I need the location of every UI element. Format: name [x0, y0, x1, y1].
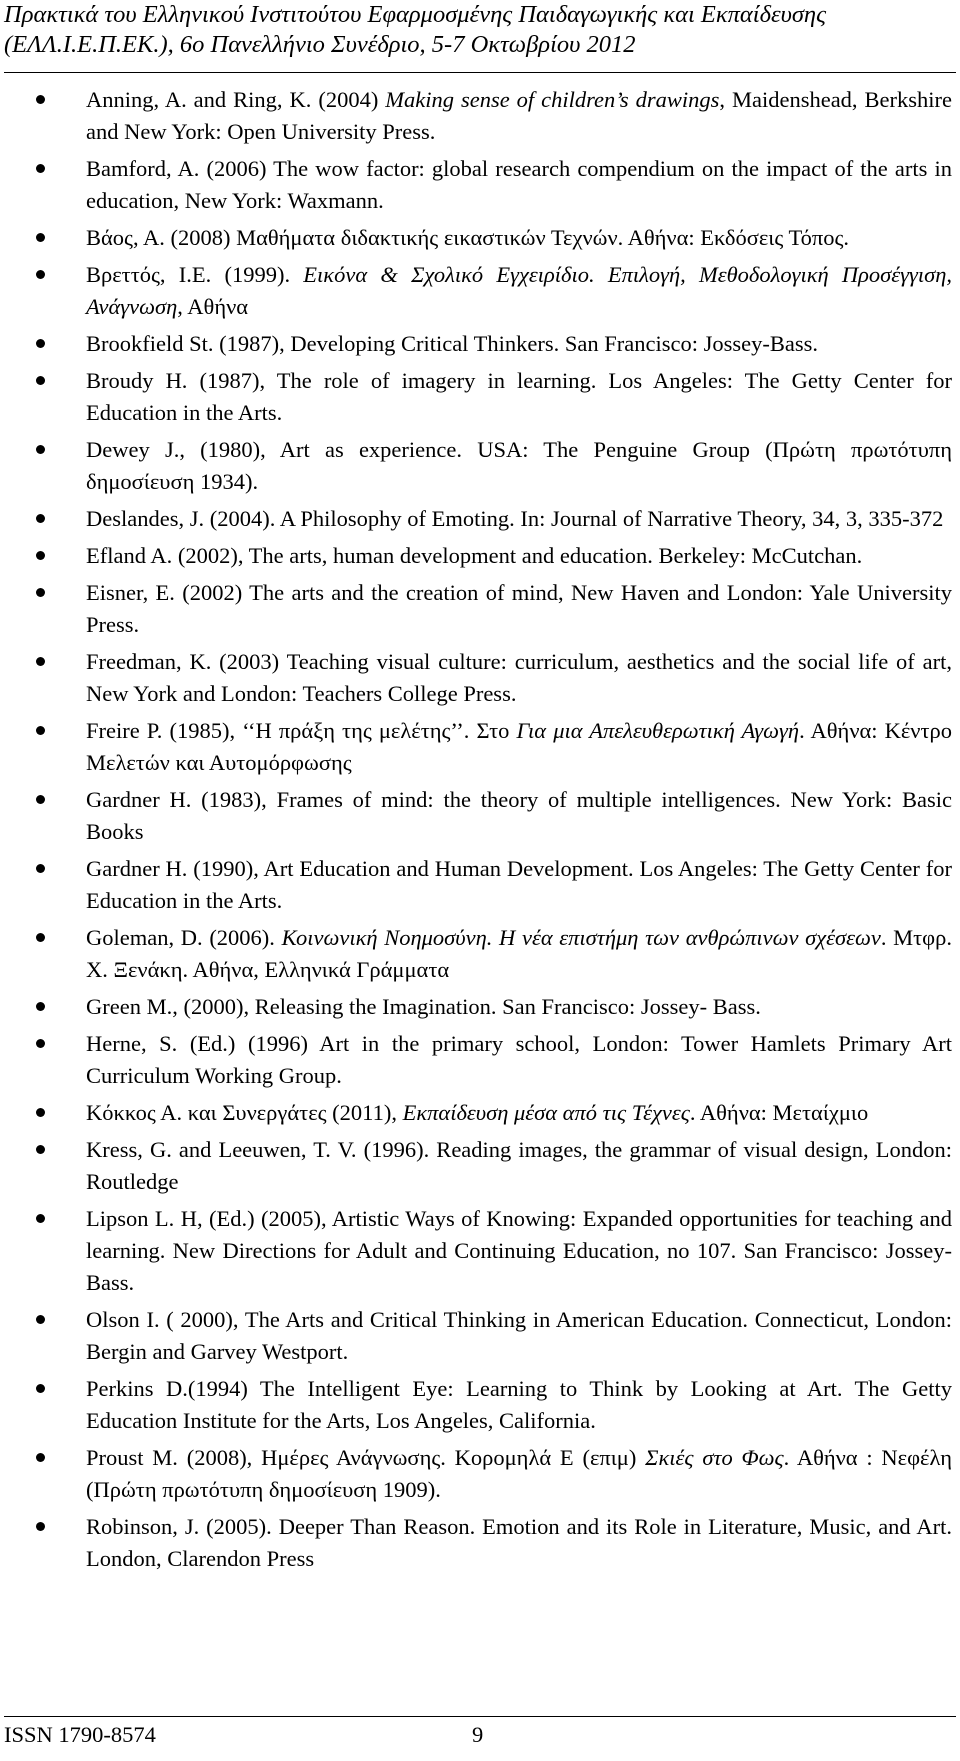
reference-text: Kress, G. and Leeuwen, T. V. (1996). Reading images, the grammar of visual design, London: Routledge — [86, 1137, 952, 1194]
reference-text: Eisner, E. (2002) The arts and the creation of mind, New Haven and London: Yale University Press. — [86, 580, 952, 637]
reference-text: Dewey J., (1980), Art as experience. USA: The Penguine Group (Πρώτη πρωτότυπη δημοσίευση 1934). — [86, 437, 952, 494]
reference-text: Gardner H. (1983), Frames of mind: the theory of multiple intelligences. New York: Basic Books — [86, 787, 952, 844]
bullet-icon — [36, 339, 45, 348]
reference-item — [0, 434, 960, 498]
reference-item — [0, 1028, 960, 1092]
reference-text: Lipson L. H, (Ed.) (2005), Artistic Ways of Knowing: Expanded opportunities for teaching and learning. New Directions for Adult and Continuing Education, no 107. San Francisco: Jossey-Bass. — [86, 1206, 952, 1295]
reference-list — [0, 84, 960, 1580]
bullet-icon — [36, 726, 45, 735]
bullet-icon — [36, 551, 45, 560]
bullet-icon — [36, 514, 45, 523]
reference-item — [0, 1511, 960, 1575]
reference-text: . Αθήνα: Κέντρο Μελετών και Αυτομόρφωσης — [86, 718, 952, 775]
reference-item — [0, 259, 960, 323]
reference-item — [0, 222, 960, 254]
reference-item — [0, 1373, 960, 1437]
bullet-icon — [36, 1108, 45, 1117]
reference-text: Broudy H. (1987), The role of imagery in learning. Los Angeles: The Getty Center for Education in the Arts. — [86, 368, 952, 425]
reference-text: Βρεττός, Ι.Ε. (1999). — [86, 262, 304, 287]
reference-item — [0, 1304, 960, 1368]
reference-text: Green M., (2000), Releasing the Imagination. San Francisco: Jossey- Bass. — [86, 994, 761, 1019]
bullet-icon — [36, 1522, 45, 1531]
footer-issn: ISSN 1790-8574 — [4, 1722, 156, 1747]
reference-title: Σκιές στο Φως — [645, 1445, 784, 1470]
reference-item — [0, 577, 960, 641]
reference-text: Proust M. (2008), Ημέρες Ανάγνωσης. Κορομηλά Ε (επιμ) — [86, 1445, 646, 1470]
reference-title: Κοινωνική Νοημοσύνη. Η νέα επιστήμη των ανθρώπινων σχέσεων — [281, 925, 881, 950]
reference-title: Για μια Απελευθερωτική Αγωγή — [516, 718, 800, 743]
bullet-icon — [36, 795, 45, 804]
reference-item — [0, 503, 960, 535]
bullet-icon — [36, 233, 45, 242]
reference-item — [0, 715, 960, 779]
reference-item — [0, 922, 960, 986]
reference-text: Robinson, J. (2005). Deeper Than Reason. Emotion and its Role in Literature, Music, and Art. London, Clarendon Press — [86, 1514, 952, 1571]
reference-item — [0, 1134, 960, 1198]
bullet-icon — [36, 1453, 45, 1462]
reference-item — [0, 328, 960, 360]
reference-item — [0, 1203, 960, 1299]
reference-text: Deslandes, J. (2004). A Philosophy of Emoting. In: Journal of Narrative Theory, 34, 3, 335-372 — [86, 506, 944, 531]
reference-text: Herne, S. (Ed.) (1996) Art in the primary school, London: Tower Hamlets Primary Art Curriculum Working Group. — [86, 1031, 952, 1088]
reference-item — [0, 646, 960, 710]
reference-item — [0, 540, 960, 572]
bullet-icon — [36, 95, 45, 104]
reference-text: Gardner H. (1990), Art Education and Human Development. Los Angeles: The Getty Center for Education in the Arts. — [86, 856, 952, 913]
reference-title: Εκπαίδευση μέσα από τις Τέχνες — [402, 1100, 690, 1125]
reference-text: Goleman, D. (2006). — [86, 925, 282, 950]
reference-item — [0, 84, 960, 148]
reference-item — [0, 784, 960, 848]
reference-text: Bamford, A. (2006) The wow factor: global research compendium on the impact of the arts in education, New York: Waxmann. — [86, 156, 952, 213]
bullet-icon — [36, 864, 45, 873]
reference-text: , Αθήνα — [177, 294, 249, 319]
reference-item — [0, 365, 960, 429]
reference-text: Κόκκος Α. και Συνεργάτες (2011), — [86, 1100, 403, 1125]
reference-text: Freedman, K. (2003) Teaching visual culture: curriculum, aesthetics and the social life of art, New York and London: Teachers College Press. — [86, 649, 952, 706]
reference-title: Εικόνα & Σχολικό Εγχειρίδιο. Επιλογή, Μεθοδολογική Προσέγγιση, Ανάγνωση — [86, 262, 953, 319]
reference-text: Βάος, Α. (2008) Μαθήματα διδακτικής εικαστικών Τεχνών. Αθήνα: Εκδόσεις Τόπος. — [86, 225, 850, 250]
page-header — [0, 0, 960, 60]
bullet-icon — [36, 933, 45, 942]
reference-item — [0, 1442, 960, 1506]
header-title-line-1: Πρακτικά του Ελληνικού Ινστιτούτου Εφαρμοσμένης Παιδαγωγικής και Εκπαίδευσης — [4, 1, 827, 28]
bullet-icon — [36, 1315, 45, 1324]
reference-text: , Maidenshead, Berkshire and New York: Open University Press. — [86, 87, 952, 144]
header-title-line-2: (ΕΛΛ.Ι.Ε.Π.ΕΚ.), 6ο Πανελλήνιο Συνέδριο, 5-7 Οκτωβρίου 2012 — [4, 31, 636, 58]
bullet-icon — [36, 1384, 45, 1393]
page-number: 9 — [472, 1722, 484, 1747]
bullet-icon — [36, 1145, 45, 1154]
reference-text: . Αθήνα: Μεταίχμιο — [689, 1100, 869, 1125]
reference-title: Making sense of children’s drawings — [385, 87, 720, 112]
bullet-icon — [36, 1214, 45, 1223]
reference-item — [0, 1097, 960, 1129]
bullet-icon — [36, 588, 45, 597]
bullet-icon — [36, 445, 45, 454]
bullet-icon — [36, 164, 45, 173]
bullet-icon — [36, 1002, 45, 1011]
reference-text: Perkins D.(1994) The Intelligent Eye: Learning to Think by Looking at Art. The Getty Education Institute for the Arts, Los Angeles, California. — [86, 1376, 952, 1433]
reference-item — [0, 153, 960, 217]
reference-text: Brookfield St. (1987), Developing Critical Thinkers. San Francisco: Jossey-Bass. — [86, 331, 818, 356]
bullet-icon — [36, 657, 45, 666]
reference-text: . Μτφρ. Χ. Ξενάκη. Αθήνα, Ελληνικά Γράμματα — [86, 925, 953, 982]
reference-text: . Αθήνα : Νεφέλη (Πρώτη πρωτότυπη δημοσίευση 1909). — [86, 1445, 952, 1502]
reference-text: Anning, A. and Ring, K. (2004) — [86, 87, 386, 112]
bullet-icon — [36, 376, 45, 385]
bullet-icon — [36, 1039, 45, 1048]
bullet-icon — [36, 270, 45, 279]
reference-item — [0, 991, 960, 1023]
footer-rule — [4, 1716, 956, 1717]
reference-text: Freire P. (1985), ‘‘Η πράξη της μελέτης’’. Στο — [86, 718, 517, 743]
reference-text: Olson I. ( 2000), The Arts and Critical Thinking in American Education. Connecticut, London: Bergin and Garvey Westport. — [86, 1307, 952, 1364]
header-rule — [4, 72, 956, 73]
reference-item — [0, 853, 960, 917]
reference-text: Efland A. (2002), The arts, human development and education. Berkeley: McCutchan. — [86, 543, 863, 568]
